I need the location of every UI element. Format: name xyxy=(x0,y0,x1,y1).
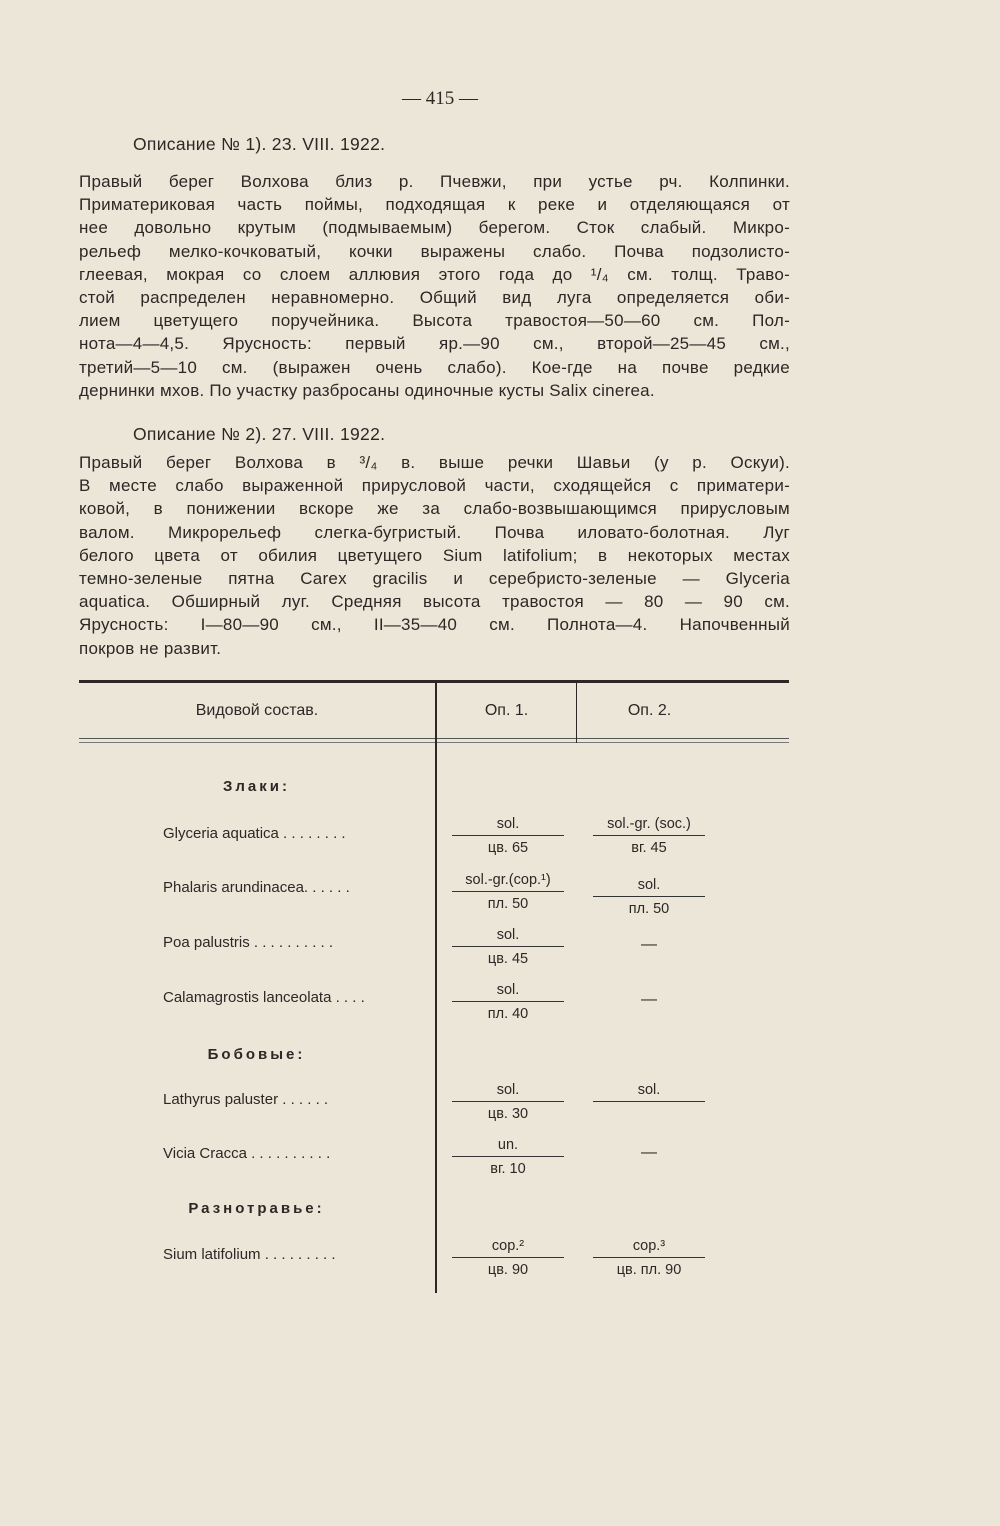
text-line: Правый берег Волхова близ р. Пчевжи, при устье рч. Колпинки. xyxy=(79,172,790,191)
column-divider xyxy=(435,683,437,1293)
fraction-bar xyxy=(593,835,705,836)
fraction-bar xyxy=(593,896,705,897)
op1-cell xyxy=(452,1236,564,1280)
header-rule xyxy=(79,738,789,739)
text-line: Приматериковая часть поймы, подходящая к реке и отделяющаяся от xyxy=(79,195,790,215)
phenology xyxy=(593,1104,705,1124)
group-title-forbs: Разнотравье: xyxy=(188,1200,325,1217)
text-line: Правый берег Волхова в ³/₄ в. выше речки Шавьи (у р. Оскуи). xyxy=(79,453,790,472)
text-line: покров не развит. xyxy=(79,638,222,658)
phenology: цв. пл. 90 xyxy=(616,1262,682,1278)
fraction-bar xyxy=(452,1101,564,1102)
phenology: пл. 50 xyxy=(487,896,529,912)
abundance: un. xyxy=(497,1137,519,1153)
abundance: sol. xyxy=(496,816,520,832)
op1-cell xyxy=(452,1135,564,1179)
description-1-heading: Описание № 1). 23. VIII. 1922. xyxy=(133,134,386,154)
text-line: валом. Микрорельеф слегка-бугристый. Почва иловато-болотная. Луг xyxy=(79,522,790,542)
text-line: третий—5—10 см. (выражен очень слабо). Кое-где на почве редкие xyxy=(79,357,790,377)
species-name: Phalaris arundinacea. . . . . . xyxy=(163,879,350,896)
fraction-bar xyxy=(452,1156,564,1157)
species-name: Lathyrus paluster . . . . . . xyxy=(163,1091,329,1108)
absent-dash: — xyxy=(641,1144,657,1161)
species-name: Sium latifolium . . . . . . . . . xyxy=(163,1246,336,1263)
header-rule-double xyxy=(79,742,789,743)
fraction-bar xyxy=(593,1257,705,1258)
fraction-bar xyxy=(452,1001,564,1002)
table-top-rule xyxy=(79,680,789,683)
text-line: белого цвета от обилия цветущего Sium latifolium; в некоторых местах xyxy=(79,545,790,565)
abundance: sol. xyxy=(637,1082,661,1098)
header-op1: Оп. 1. xyxy=(484,702,529,719)
phenology: вг. 45 xyxy=(631,840,667,856)
header-species: Видовой состав. xyxy=(195,702,319,719)
phenology: цв. 30 xyxy=(487,1106,529,1122)
phenology: пл. 40 xyxy=(487,1006,529,1022)
text-line: лием цветущего поручейника. Высота травостоя—50—60 см. Пол- xyxy=(79,311,790,331)
description-2-heading: Описание № 2). 27. VIII. 1922. xyxy=(133,424,386,444)
species-name: Poa palustris . . . . . . . . . . xyxy=(163,934,334,951)
text-line: нее довольно крутым (подмываемым) берегом. Сток слабый. Микро- xyxy=(79,218,790,238)
text-line: aquatica. Обширный луг. Средняя высота травостоя — 80 — 90 см. xyxy=(79,592,790,612)
op1-cell xyxy=(452,814,564,858)
group-title-grasses: Злаки: xyxy=(223,778,290,795)
text-line: стой распределен неравномерно. Общий вид луга определяется оби- xyxy=(79,288,790,308)
species-name: Calamagrostis lanceolata . . . . xyxy=(163,989,365,1006)
abundance: sol. xyxy=(496,1082,520,1098)
text-line: глеевая, мокрая со слоем аллювия этого года до ¹/₄ см. толщ. Траво- xyxy=(79,264,790,284)
fraction-bar xyxy=(452,1257,564,1258)
fraction-bar xyxy=(452,835,564,836)
text-line: дернинки мхов. По участку разбросаны одиночные кусты Salix cinerea. xyxy=(79,380,655,400)
description-1-text xyxy=(79,170,790,402)
species-name: Glyceria aquatica . . . . . . . . xyxy=(163,825,346,842)
species-name: Vicia Cracca . . . . . . . . . . xyxy=(163,1145,331,1162)
phenology: цв. 90 xyxy=(487,1262,529,1278)
fraction-bar xyxy=(593,1101,705,1102)
op2-cell xyxy=(593,875,705,919)
fraction-bar xyxy=(452,946,564,947)
abundance: sol. xyxy=(496,982,520,998)
group-title-legumes: Бобовые: xyxy=(207,1046,306,1063)
phenology: пл. 50 xyxy=(628,901,670,917)
absent-dash: — xyxy=(641,991,657,1008)
text-line: В месте слабо выраженной прирусловой части, сходящейся с приматери- xyxy=(79,476,790,496)
phenology: цв. 65 xyxy=(487,840,529,856)
species-table xyxy=(79,680,789,1294)
phenology: вг. 10 xyxy=(490,1161,526,1177)
op1-cell xyxy=(452,1080,564,1124)
text-line: нота—4—4,5. Ярусность: первый яр.—90 см., второй—25—45 см., xyxy=(79,334,790,354)
page-number: — 415 — xyxy=(402,88,478,109)
op2-cell xyxy=(593,1080,705,1124)
abundance: cop.² xyxy=(491,1238,525,1254)
op1-cell xyxy=(452,925,564,969)
abundance: cop.³ xyxy=(632,1238,666,1254)
abundance: sol.-gr.(cop.¹) xyxy=(465,872,551,888)
fraction-bar xyxy=(452,891,564,892)
op2-cell xyxy=(593,814,705,858)
phenology: цв. 45 xyxy=(487,951,529,967)
header-op2: Оп. 2. xyxy=(627,702,672,719)
absent-dash: — xyxy=(641,936,657,953)
op1-cell xyxy=(452,870,564,914)
abundance: sol. xyxy=(496,927,520,943)
op2-cell xyxy=(593,1236,705,1280)
text-line: рельеф мелко-кочковатый, кочки выражены слабо. Почва подзолисто- xyxy=(79,241,790,261)
op1-cell xyxy=(452,980,564,1024)
abundance: sol.-gr. (soc.) xyxy=(607,816,691,832)
description-2-text xyxy=(79,451,790,660)
text-line: ковой, в понижении вскоре же за слабо-возвышающимся прирусловым xyxy=(79,499,790,519)
text-line: Ярусность: I—80—90 см., II—35—40 см. Полнота—4. Напочвенный xyxy=(79,615,790,635)
abundance: sol. xyxy=(637,877,661,893)
text-line: темно-зеленые пятна Carex gracilis и серебристо-зеленые — Glyceria xyxy=(79,569,790,589)
